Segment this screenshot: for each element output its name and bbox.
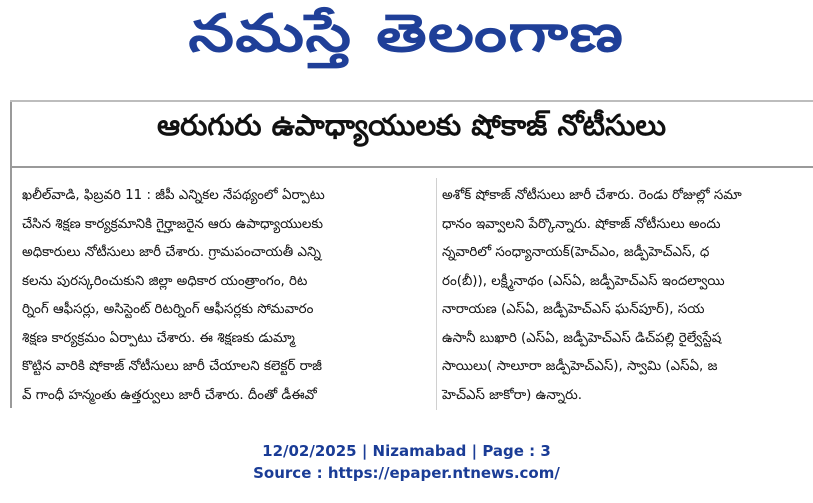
newspaper-logo-title: నమస్తే తెలంగాణ — [188, 4, 625, 64]
article-text-line: శిక్షణ కార్యక్రమం ఏర్పాటు చేశారు. ఈ శిక్షణకు డుమ్మా — [22, 330, 295, 346]
source-link[interactable]: Source : https://epaper.ntnews.com/ — [253, 464, 560, 482]
article-text-line: హెచ్ఎస్ జాకోరా) ఉన్నారు. — [442, 387, 582, 403]
article-text-line: ధానం ఇవ్వాలని పేర్కొన్నారు. షోకాజ్ నోటీసులు అందు — [442, 216, 721, 232]
clipping-top-border — [10, 100, 813, 102]
article-text-line: ర్నింగ్ ఆఫీసర్లు, అసిస్టెంట్ రిటర్నింగ్ ఆఫీసర్లకు సోమవారం — [22, 302, 314, 317]
article-headline: ఆరుగురు ఉపాధ్యాయులకు షోకాజ్ నోటీసులు — [157, 108, 666, 142]
article-text-line: సాయిలు( సాలూరా జడ్పీహెచ్ఎస్), స్వామి (ఎస్ఏ, జ — [442, 359, 718, 374]
column-divider — [436, 178, 437, 410]
article-clipping — [10, 100, 813, 410]
article-text-line: కలను పురస్కరించుకుని జిల్లా అధికార యంత్రాంగం, రిట — [22, 273, 308, 289]
article-text-line: న్నవారిలో సంధ్యానాయక్(హెచ్ఎం, జడ్పీహెచ్ఎస్, ధ — [442, 245, 710, 260]
article-text-line: నారాయణ (ఎస్ఏ, జడ్పీహెచ్ఎస్ ఘన్‌పూర్), సయ — [442, 302, 705, 317]
article-text-line: ఖలీల్‌వాడి, ఫిబ్రవరి 11 : జీపీ ఎన్నికల నేపథ్యంలో ఏర్పాటు — [22, 188, 325, 203]
article-text-line: అశోక్ షోకాజ్ నోటీసులు జారీ చేశారు. రెండు రోజుల్లో సమా — [442, 188, 742, 203]
article-text-line: కొట్టిన వారికి షోకాజ్ నోటీసులు జారీ చేయాలని కలెక్టర్ రాజీ — [22, 359, 322, 374]
edition-info: 12/02/2025 | Nizamabad | Page : 3 — [262, 442, 551, 460]
headline-divider — [10, 166, 813, 168]
masthead — [0, 0, 813, 75]
article-text-line: వ్ గాంధీ హన్మంతు ఉత్తర్వులు జారీ చేశారు. దీంతో డీఈవో — [22, 387, 317, 403]
article-text-line: రం(బీ)), లక్ష్మీనాథం (ఎస్ఏ, జడ్పీహెచ్ఎస్ ఇందల్వాయి — [442, 273, 725, 289]
article-text-line: ఉసానీ బుఖారి (ఎస్ఏ, జడ్పీహెచ్ఎస్ డిచ్‌పల్లి రైల్వేస్టేష — [442, 330, 722, 346]
article-text-line: అధికారులు నోటీసులు జారీ చేశారు. గ్రామపంచాయతీ ఎన్ని — [22, 245, 321, 260]
article-column-right — [442, 182, 813, 410]
article-text-line: చేసిన శిక్షణ కార్యక్రమానికి గైర్హాజరైన ఆరు ఉపాధ్యాయులకు — [22, 216, 324, 232]
clipping-left-border — [10, 100, 12, 408]
article-column-left — [22, 182, 440, 410]
